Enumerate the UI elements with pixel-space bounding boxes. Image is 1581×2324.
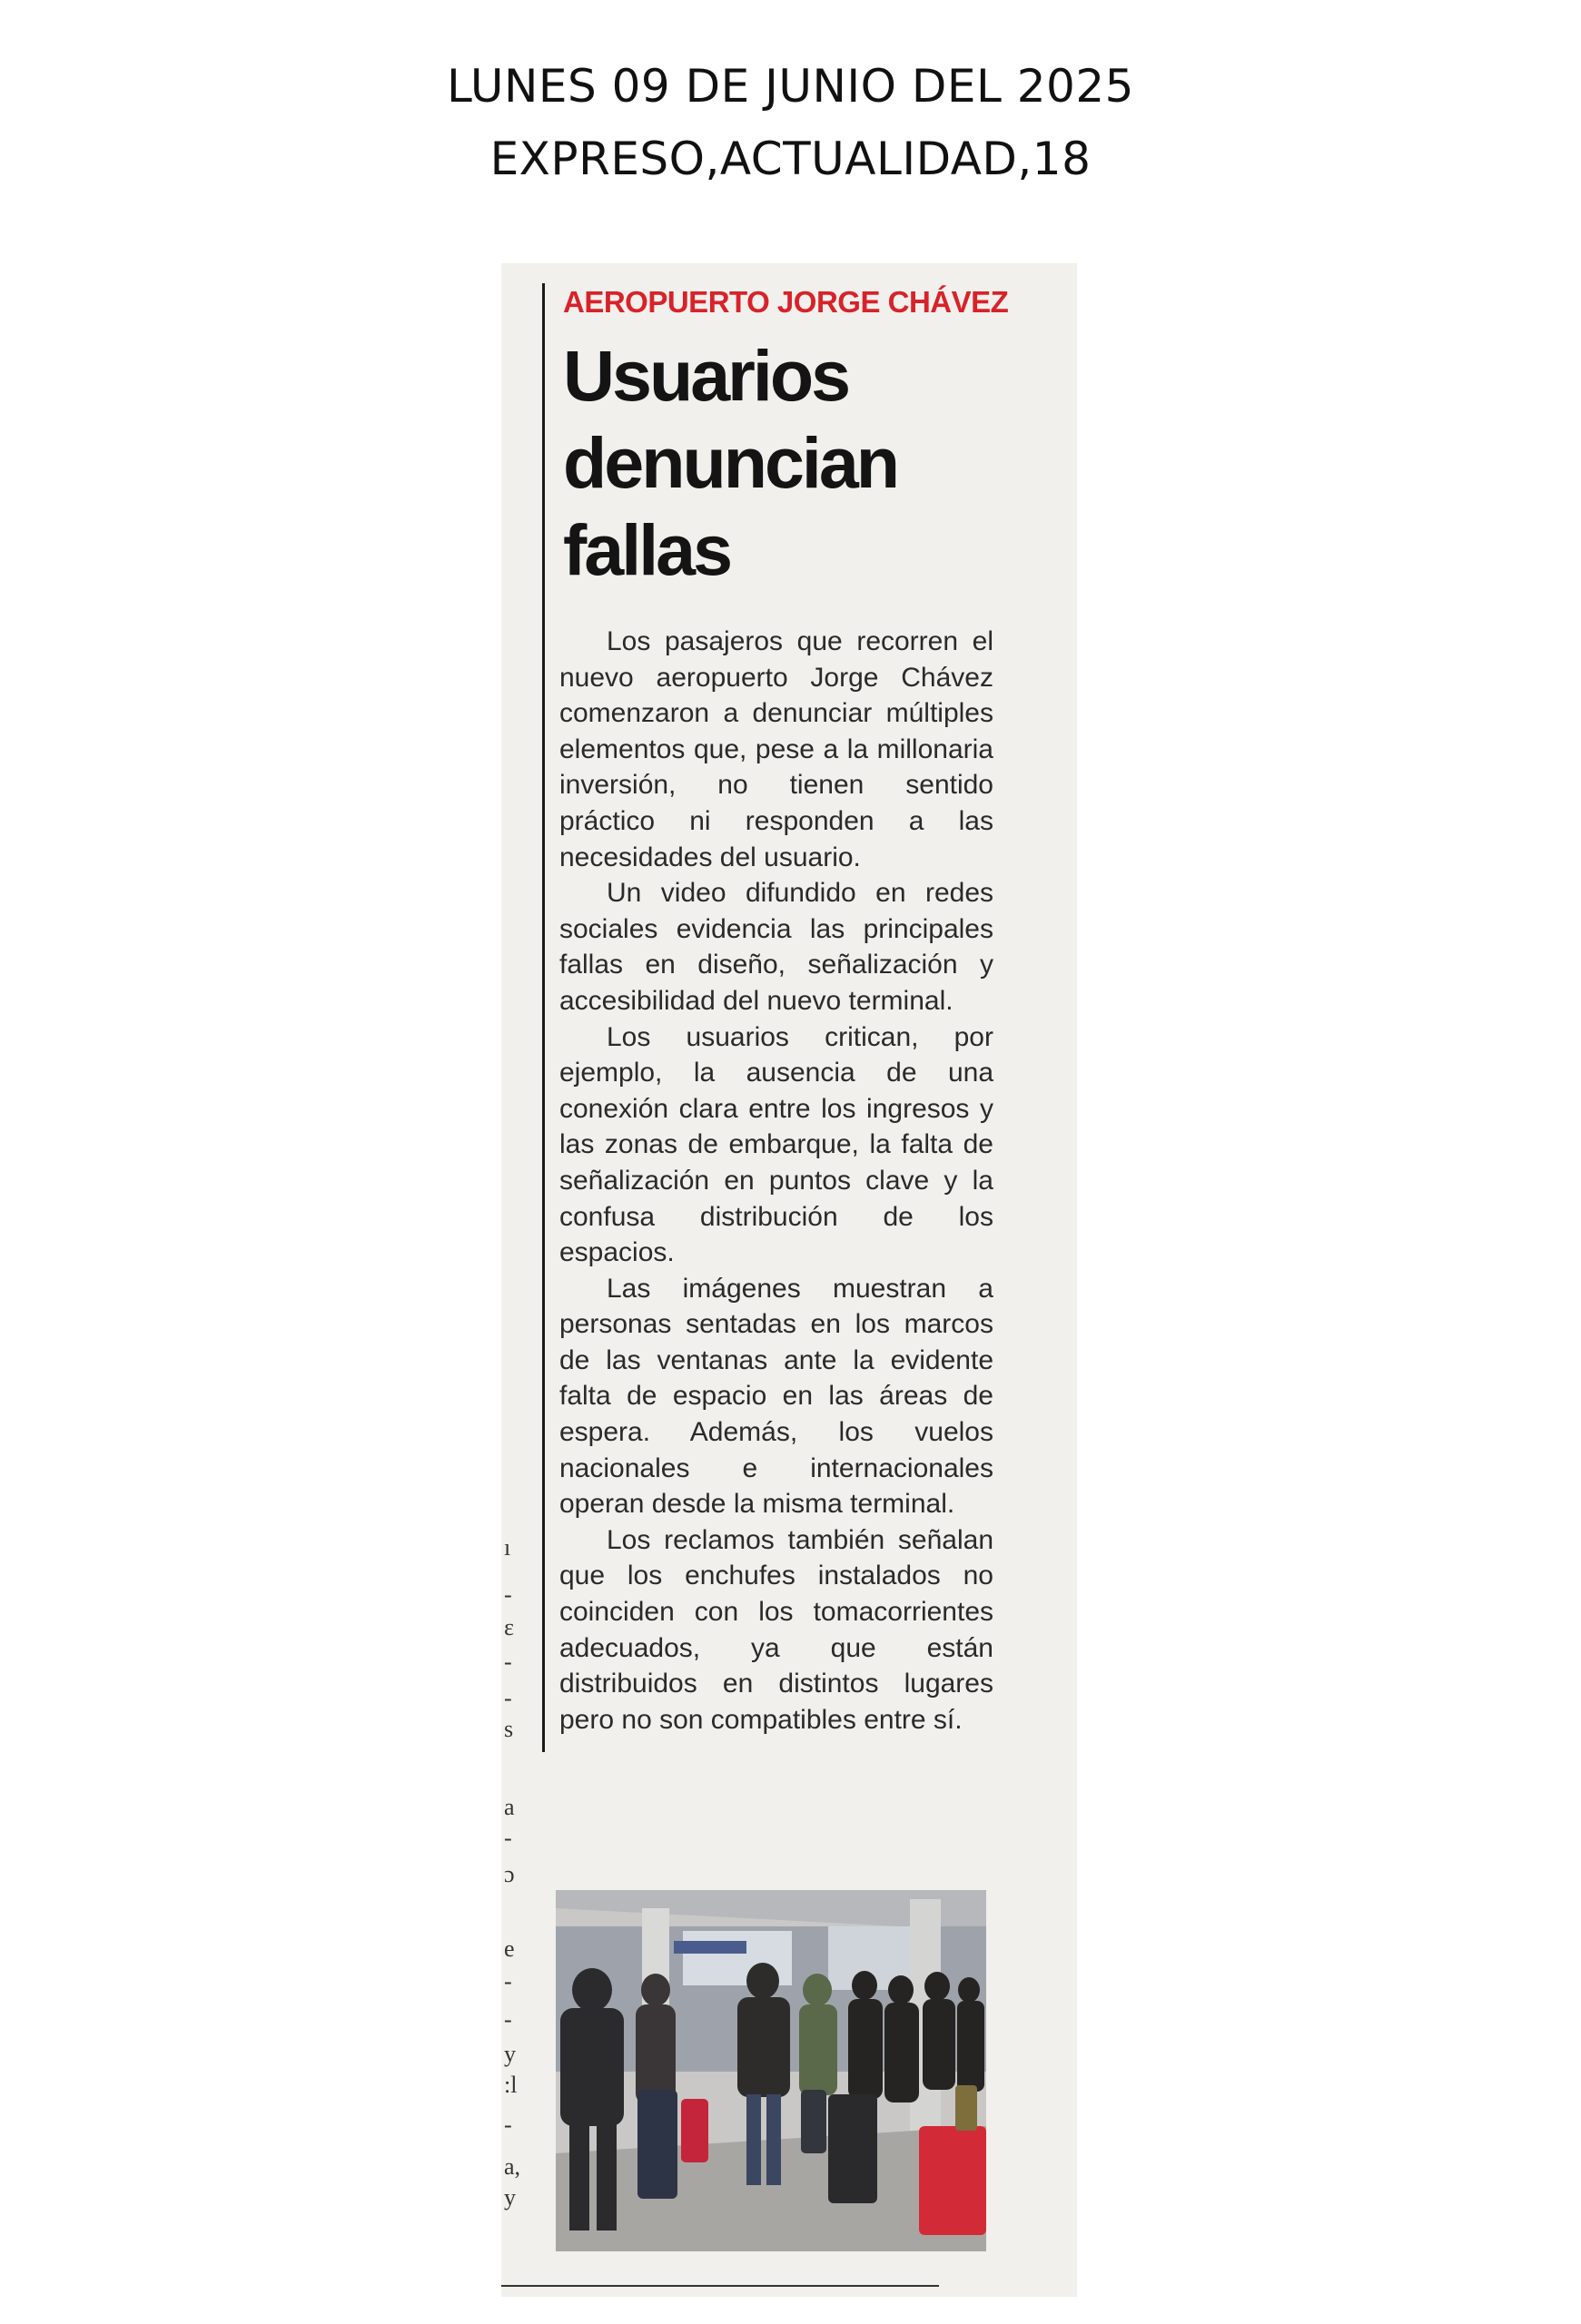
- article-kicker: AEROPUERTO JORGE CHÁVEZ: [563, 285, 1009, 319]
- headline-line: denuncian: [563, 422, 898, 503]
- article-paragraph: Las imágenes muestran a personas sentadas en los marcos de las ventanas ante la evidente falta de espacio en las áreas de espera. Además, los vuelos nacionales e internacionales operan desde la misma terminal.: [559, 1273, 993, 1520]
- article-paragraph: Los pasajeros que recorren el nuevo aeropuerto Jorge Chávez comenzaron a denunciar múltiples elementos que, pese a la millonaria inversión, no tienen sentido práctico ni responden a las necesidades del usuario.: [559, 626, 993, 872]
- clipping-source: EXPRESO,ACTUALIDAD,18: [489, 133, 1092, 185]
- clipping-date: LUNES 09 DE JUNIO DEL 2025: [447, 60, 1134, 113]
- article-paragraph: Los reclamos también señalan que los enchufes instalados no coinciden con los tomacorrientes adecuados, ya que están distribuidos en distintos lugares pero no son compatibles entre sí.: [559, 1524, 993, 1735]
- airport-terminal-photo: [556, 1772, 986, 2251]
- article-headline: [563, 332, 981, 594]
- clipping-bottom-rule: [501, 2285, 939, 2287]
- headline-line: Usuarios: [563, 335, 849, 416]
- adjacent-column-fragment: ı - ɛ - - s a - ɔ e - - y :l - a, y: [504, 1534, 521, 2211]
- article-body: [559, 624, 993, 1738]
- column-rule: [542, 283, 545, 1752]
- article-paragraph: Los usuarios critican, por ejemplo, la ausencia de una conexión clara entre los ingresos y las zonas de embarque, la falta de señalización en puntos clave y la confusa distribución de los espacios.: [559, 1021, 993, 1268]
- article-paragraph: Un video difundido en redes sociales evidencia las principales fallas en diseño, señalización y accesibilidad del nuevo terminal.: [559, 878, 993, 1016]
- headline-line: fallas: [563, 509, 731, 590]
